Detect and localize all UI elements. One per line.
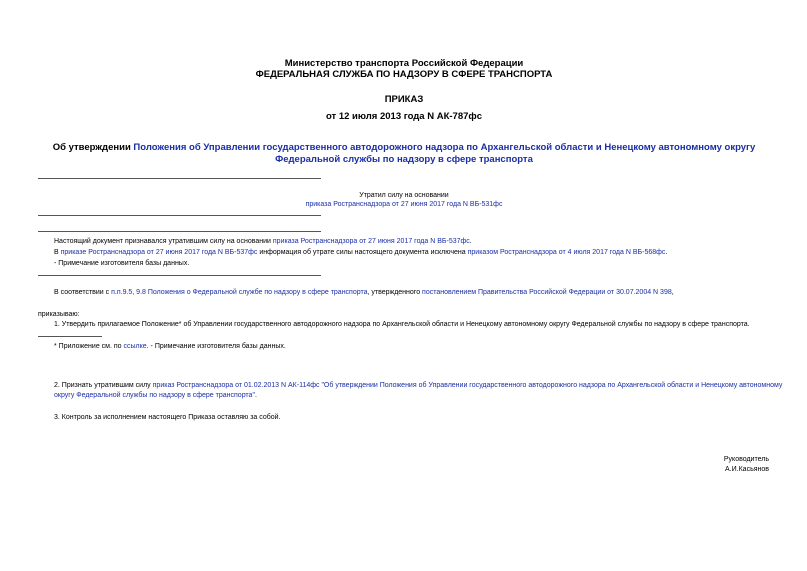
- divider: [38, 178, 321, 179]
- footnote-link[interactable]: ссылке: [123, 343, 147, 350]
- note-paragraph-2: [38, 248, 786, 258]
- order-item-2: [38, 381, 786, 400]
- basis-link-decree[interactable]: постановлением Правительства Российской Федерации от 30.07.2004 N 398: [422, 289, 672, 296]
- note-link[interactable]: приказом Ространснадзора от 4 июля 2017 года N ВБ-568фс: [467, 249, 666, 256]
- note-link[interactable]: приказе Ространснадзора от 27 июня 2017 года N ВБ-537фс: [60, 249, 258, 256]
- note-text: .: [469, 238, 472, 245]
- divider: [38, 275, 321, 276]
- document-title: [40, 142, 768, 165]
- body-text: , утвержденного: [367, 289, 423, 296]
- divider: [38, 215, 321, 216]
- note-text: Настоящий документ признавался утратившим силу на основании: [54, 238, 273, 245]
- footnote-divider: [38, 336, 102, 337]
- signer-position: Руководитель: [723, 456, 769, 463]
- title-prefix: Об утверждении: [52, 142, 134, 153]
- document-type: ПРИКАЗ: [384, 94, 424, 105]
- divider: [38, 231, 321, 232]
- order-item-1: 1. Утвердить прилагаемое Положение* об Управлении государственного автодорожного надзора по Архангельской области и Ненецкому автономному округу Федеральной службы по надзору в сфере транспорта.: [54, 321, 750, 328]
- service-name: ФЕДЕРАЛЬНАЯ СЛУЖБА ПО НАДЗОРУ В СФЕРЕ ТРАНСПОРТА: [255, 69, 553, 80]
- body-text: ,: [671, 289, 674, 296]
- basis-link-regulation[interactable]: п.п.9.5, 9.8 Положения о Федеральной службе по надзору в сфере транспорта: [111, 289, 368, 296]
- order-item-3: 3. Контроль за исполнением настоящего Приказа оставляю за собой.: [54, 414, 281, 421]
- order-word: приказываю:: [38, 311, 80, 318]
- note-text: информация об утрате силы настоящего документа исключена: [257, 249, 468, 256]
- body-text: .: [254, 391, 257, 399]
- body-text: В соответствии с: [54, 289, 112, 296]
- title-link[interactable]: Положения об Управлении государственного автодорожного надзора по Архангельской области и Ненецкому автономному округу Федеральной службы по надзору в сфере транспорта: [133, 142, 756, 165]
- basis-paragraph: [38, 288, 786, 298]
- signer-name: А.И.Касьянов: [725, 466, 769, 473]
- repealed-order-link[interactable]: приказ Ространснадзора от 01.02.2013 N АК-114фс "Об утверждении Положения об Управлении государственного автодорожного надзора по Архангельской области и Ненецкому автономному округу Федеральной службы по надзору в сфере транспорта": [54, 382, 783, 399]
- ministry-name: Министерство транспорта Российской Федерации: [284, 58, 524, 69]
- body-text: 2. Признать утратившим силу: [54, 382, 153, 389]
- footnote-text: . - Примечание изготовителя базы данных.: [146, 343, 286, 350]
- void-notice-link[interactable]: приказа Ространснадзора от 27 июня 2017 года N ВБ-531фс: [305, 201, 503, 208]
- void-notice-text: Утратил силу на основании: [359, 192, 449, 199]
- note-link[interactable]: приказа Ространснадзора от 27 июня 2017 года N ВБ-537фс: [272, 238, 470, 245]
- document-date: от 12 июля 2013 года N АК-787фс: [325, 111, 482, 122]
- note-paragraph-3: - Примечание изготовителя базы данных.: [54, 260, 190, 267]
- note-text: В: [54, 249, 61, 256]
- note-paragraph-1: [38, 237, 786, 247]
- footnote-text: * Приложение см. по: [54, 343, 124, 350]
- footnote: [38, 342, 786, 352]
- note-text: .: [665, 249, 668, 256]
